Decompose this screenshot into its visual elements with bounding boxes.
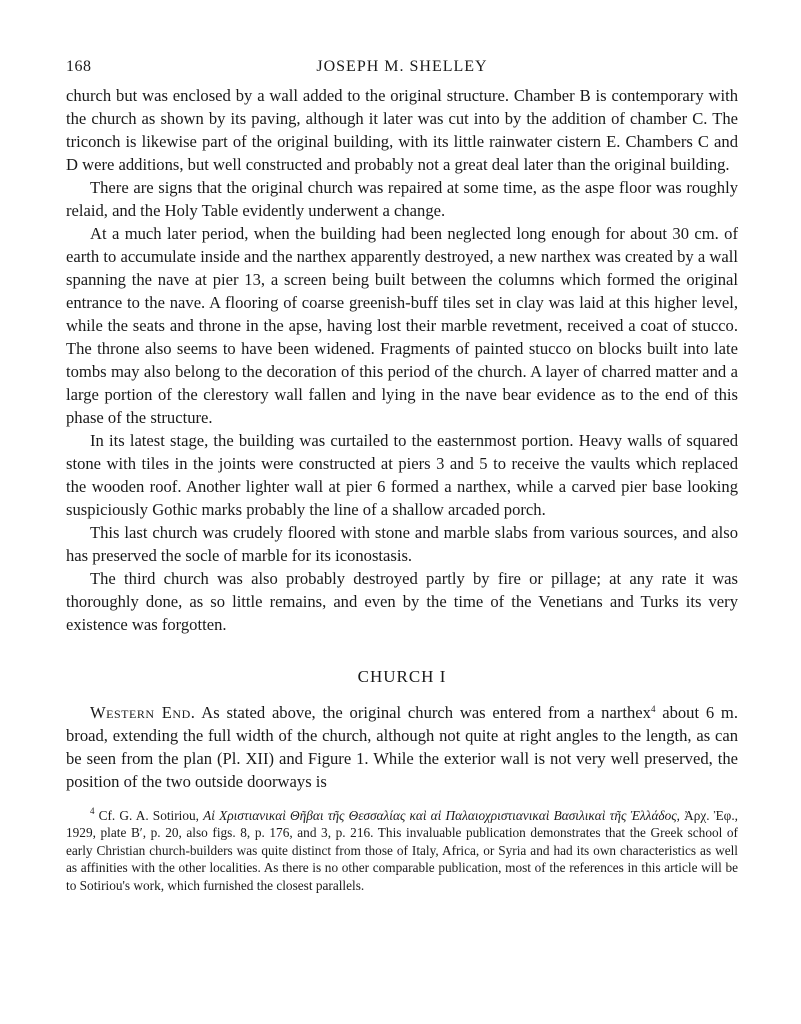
running-head-author: JOSEPH M. SHELLEY (316, 58, 488, 75)
paragraph-continued: church but was enclosed by a wall added to the original structure. Chamber B is contemporary with the church as shown by its paving, although it later was cut into by the addition of chamber C. The triconch is likewise part of the original building, with its little rainwater cistern E. Chambers C and D were additions, but well constructed and probably not a great deal later than the original building. (66, 86, 738, 174)
section-heading: CHURCH I (357, 667, 447, 686)
running-head (66, 58, 738, 84)
paragraph: In its latest stage, the building was curtailed to the easternmost portion. Heavy walls of squared stone with tiles in the joints were constructed at piers 3 and 5 to receive the vaults which replaced the wooden roof. Another lighter wall at pier 6 formed a narthex, while a carved pier base looking suspiciously Gothic marks probably the line of a shallow arcaded porch. (66, 431, 738, 519)
footnote-journal: , Ἀρχ. Ἐφ., 1929, plate Β′, p. 20, also figs. 8, p. 176, and 3, p. 216. (66, 808, 738, 841)
page-number: 168 (66, 58, 92, 75)
footnote-reference: 4 (650, 704, 656, 714)
footnote-marker: 4 (90, 806, 95, 816)
body-text (66, 84, 738, 793)
page (66, 58, 738, 894)
paragraph: This last church was crudely floored with stone and marble slabs from various sources, and also has preserved the socle of marble for its iconostasis. (66, 523, 738, 565)
paragraph: The third church was also probably destroyed partly by fire or pillage; at any rate it was thoroughly done, as so little remains, and even by the time of the Venetians and Turks its very existence was forgotten. (66, 569, 738, 634)
footnote-text (66, 807, 738, 894)
footnote-body: This invaluable publication demonstrates that the Greek school of early Christian church-builders was quite distinct from those of Italy, Africa, or Syria and had its own characteristics as well as affinities with the other localities. As there is no other comparable publication, most of the references in this article will be to Sotiriou's work, which furnished the closest parallels. (66, 825, 738, 893)
paragraph: At a much later period, when the building had been neglected long enough for about 30 cm. of earth to accumulate inside and the narthex apparently destroyed, a new narthex was created by a wall spanning the nave at pier 13, a screen being built between the columns which formed the original entrance to the nave. A flooring of coarse greenish-buff tiles set in clay was laid at this higher level, while the seats and throne in the apse, having lost their marble revetment, received a coat of stucco. The throne also seems to have been widened. Fragments of painted stucco on blocks built into late tombs may also belong to the decoration of this period of the church. A layer of charred matter and a large portion of the clerestory wall fallen and lying in the nave bear evidence as to the end of this phase of the structure. (66, 224, 738, 427)
paragraph: There are signs that the original church was repaired at some time, as the aspe floor was roughly relaid, and the Holy Table evidently underwent a change. (66, 178, 738, 220)
footnote-greek-title: Αἱ Χριστιανικαὶ Θῆβαι τῆς Θεσσαλίας καὶ αἱ Παλαιοχριστιανικαὶ Βασιλικαὶ τῆς Ἑλλάδος (203, 808, 677, 823)
footnote-prefix: Cf. G. A. Sotiriou, (94, 808, 204, 823)
section-lead-in: Western End. (90, 703, 196, 722)
section-text-after-note: about 6 m. broad, extending the full width of the church, although not quite at right angles to the length, as can be seen from the plan (Pl. XII) and Figure 1. While the exterior wall is not very well preserved, the position of the two outside doorways is (66, 703, 738, 791)
section-text-before-note: As stated above, the original church was entered from a narthex (195, 703, 651, 722)
section-paragraph (66, 701, 738, 793)
footnote (66, 807, 738, 894)
